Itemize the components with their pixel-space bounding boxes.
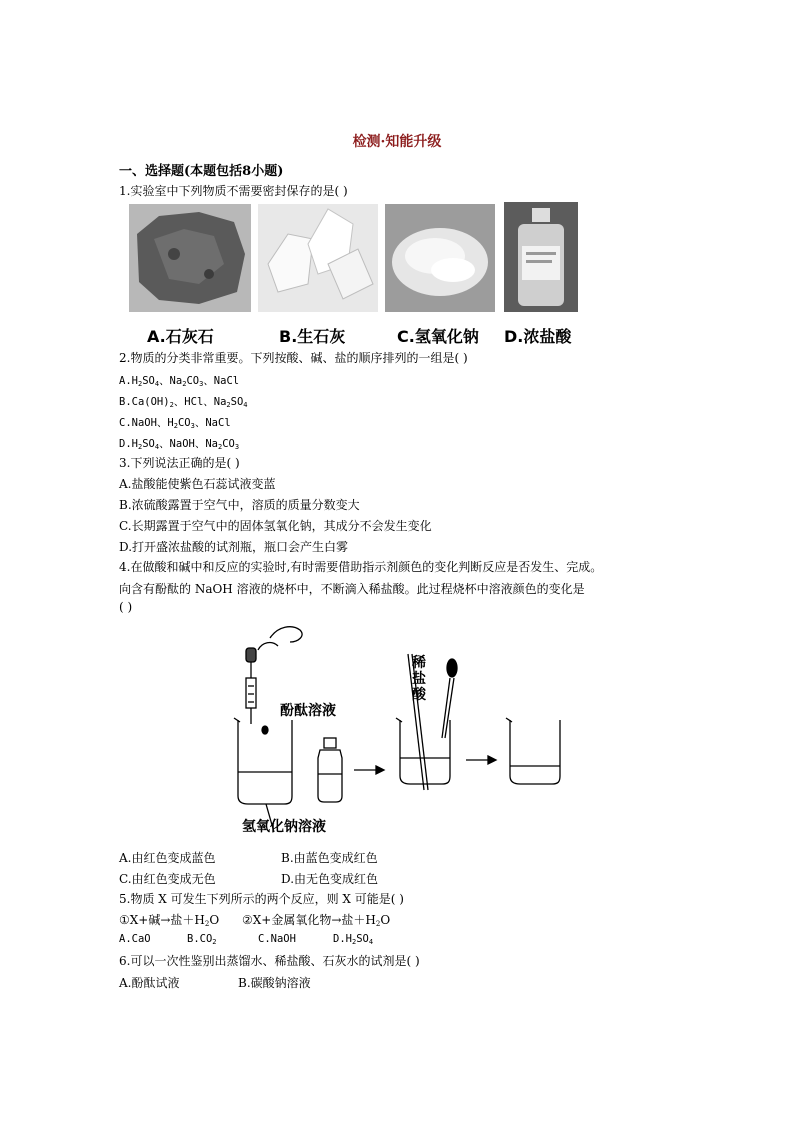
q4-option-c: C.由红色变成无色 bbox=[119, 872, 216, 886]
label-acid-3: 酸 bbox=[412, 687, 426, 703]
q3-option-b: B.浓硫酸露置于空气中，溶质的质量分数变大 bbox=[119, 498, 360, 512]
photo-sodium-hydroxide bbox=[385, 204, 495, 312]
photo-quicklime bbox=[258, 204, 378, 312]
q6-option-a: A.酚酞试液 bbox=[119, 976, 180, 990]
question-2-stem: 2.物质的分类非常重要。下列按酸、碱、盐的顺序排列的一组是( ) bbox=[119, 351, 468, 365]
q3-option-a: A.盐酸能使紫色石蕊试液变蓝 bbox=[119, 477, 276, 491]
q5-option-d: $D.H_2SO_4$ bbox=[333, 933, 374, 946]
photo-limestone bbox=[129, 204, 251, 312]
q5-option-b: $B.CO_2$ bbox=[187, 933, 217, 946]
caption-a: A.石灰石 bbox=[147, 327, 214, 346]
q4-option-b: B.由蓝色变成红色 bbox=[281, 851, 378, 865]
question-4-stem-1: 4.在做酸和碱中和反应的实验时,有时需要借助指示剂颜色的变化判断反应是否发生、完成。 bbox=[119, 560, 603, 574]
q2-option-b: $B.Ca(OH)_2$、HCl、$Na_2SO_4$ bbox=[119, 396, 248, 409]
q5-reaction-2: ②X+金属氧化物→盐$+H_2O$ bbox=[242, 913, 391, 928]
q6-option-b: B.碳酸钠溶液 bbox=[238, 976, 311, 990]
page-title: 检测·知能升级 bbox=[352, 134, 442, 150]
q2-option-a: $A.H_2SO_4$、$Na_2CO_3$、NaCl bbox=[119, 375, 240, 388]
q4-option-d: D.由无色变成红色 bbox=[281, 872, 379, 886]
q5-option-c: C.NaOH bbox=[258, 933, 296, 945]
q2-option-d: $D.H_2SO_4$、NaOH、$Na_2CO_3$ bbox=[119, 438, 240, 451]
question-5-stem: 5.物质 X 可发生下列所示的两个反应，则 X 可能是( ) bbox=[119, 892, 404, 906]
question-4-stem-3: ( ) bbox=[119, 600, 133, 614]
q4-option-a: A.由红色变成蓝色 bbox=[119, 851, 216, 865]
label-acid-2: 盐 bbox=[412, 671, 426, 687]
q5-option-a: A.CaO bbox=[119, 933, 151, 945]
photo-concentrated-hcl bbox=[504, 202, 578, 312]
caption-c: C.氢氧化钠 bbox=[397, 327, 479, 346]
q5-reaction-1: ①X+碱→盐$+H_2O$ bbox=[119, 913, 220, 928]
label-acid-1: 稀 bbox=[412, 655, 426, 671]
neutralization-diagram bbox=[230, 620, 590, 840]
label-indicator: 酚酞溶液 bbox=[280, 703, 336, 719]
caption-b: B.生石灰 bbox=[279, 327, 346, 346]
question-1-stem: 1.实验室中下列物质不需要密封保存的是( ) bbox=[119, 184, 348, 198]
question-6-stem: 6.可以一次性鉴别出蒸馏水、稀盐酸、石灰水的试剂是( ) bbox=[119, 954, 420, 968]
caption-d: D.浓盐酸 bbox=[504, 327, 572, 346]
label-sodium-hydroxide: 氢氧化钠溶液 bbox=[242, 819, 326, 835]
section-heading: 一、选择题(本题包括8小题) bbox=[119, 164, 284, 179]
question-3-stem: 3.下列说法正确的是( ) bbox=[119, 456, 240, 470]
question-4-stem-2: 向含有酚酞的 NaOH 溶液的烧杯中，不断滴入稀盐酸。此过程烧杯中溶液颜色的变化是 bbox=[119, 582, 585, 596]
q3-option-d: D.打开盛浓盐酸的试剂瓶，瓶口会产生白雾 bbox=[119, 540, 349, 554]
q3-option-c: C.长期露置于空气中的固体氢氧化钠，其成分不会发生变化 bbox=[119, 519, 432, 533]
q2-option-c: C.NaOH、$H_2CO_3$、NaCl bbox=[119, 417, 231, 430]
